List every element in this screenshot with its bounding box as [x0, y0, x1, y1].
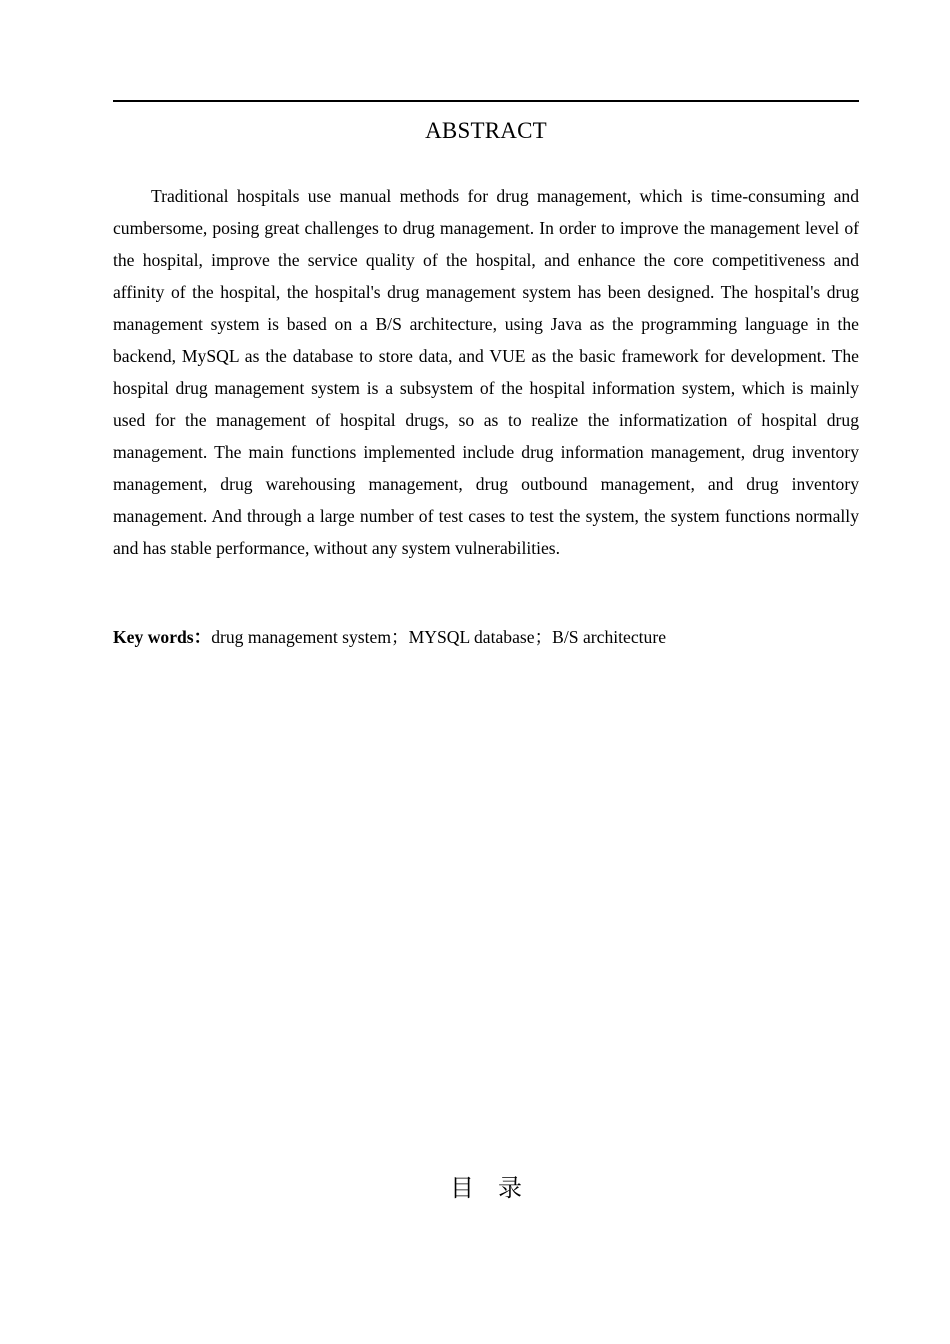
toc-heading: 目 录	[450, 1174, 522, 1202]
keyword-item: MYSQL database	[408, 627, 535, 647]
header-rule	[113, 100, 859, 102]
keyword-item: B/S architecture	[552, 627, 666, 647]
keywords-label: Key words：	[113, 627, 212, 647]
abstract-body: Traditional hospitals use manual methods for drug management, which is time-consuming and cumbersome, posing great challenges to drug management. In order to improve the management level of the hospital, improve the service quality of the hospital, and enhance the core competitiveness and affinity of the hospital, the hospital's drug management system has been designed. The hospital's drug management system is based on a B/S architecture, using Java as the programming language in the backend, MySQL as the database to store data, and VUE as the basic framework for development. The hospital drug management system is a subsystem of the hospital information system, which is mainly used for the management of hospital drugs, so as to realize the informatization of hospital drug management. The main functions implemented include drug information management, drug inventory management, drug warehousing management, drug outbound management, and drug inventory management. And through a large number of test cases to test the system, the system functions normally and has stable performance, without any system vulnerabilities.	[113, 186, 859, 558]
keyword-separator: ；	[391, 627, 409, 647]
keyword-separator: ；	[534, 627, 553, 647]
keywords-line	[113, 621, 859, 653]
abstract-title: ABSTRACT	[425, 118, 547, 143]
keyword-item: drug management system	[211, 627, 392, 647]
